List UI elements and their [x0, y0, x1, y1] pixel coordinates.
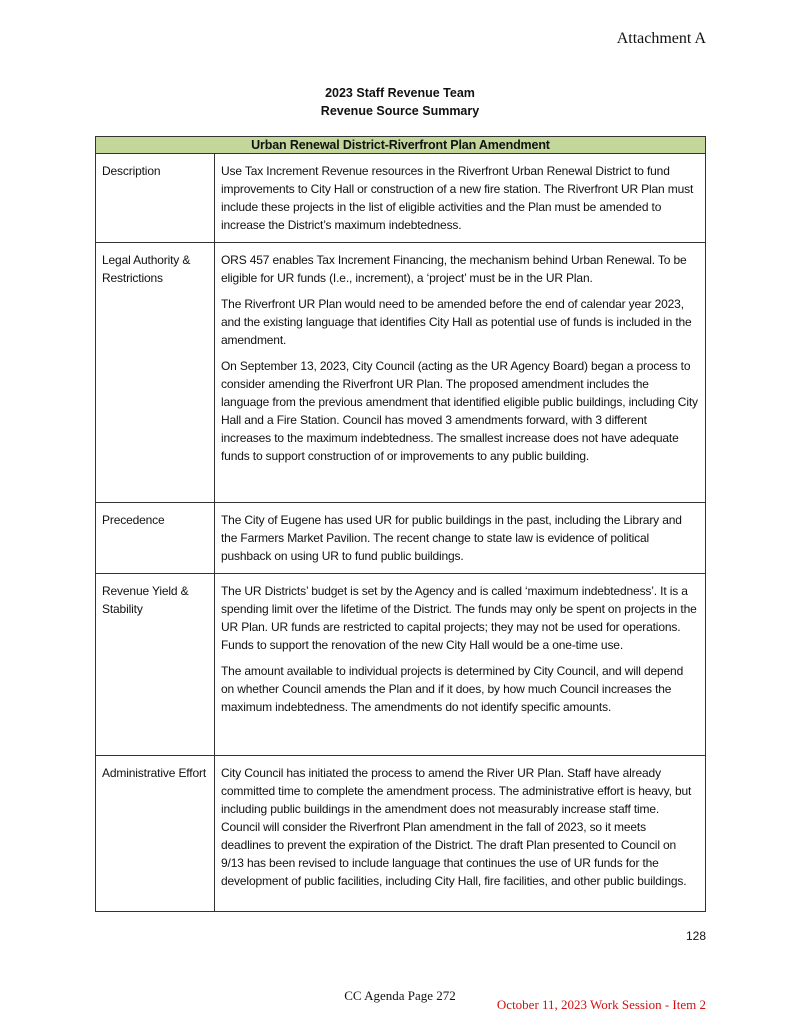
row-label: Legal Authority & Restrictions [96, 243, 215, 503]
work-session-label: October 11, 2023 Work Session - Item 2 [496, 997, 706, 1012]
row-label: Revenue Yield & Stability [96, 574, 215, 756]
agenda-page: CC Agenda Page 272 [344, 988, 456, 1003]
row-content [215, 503, 706, 574]
row-content [215, 154, 706, 243]
row-content [215, 243, 706, 503]
paragraph: Use Tax Increment Revenue resources in the Riverfront Urban Renewal District to fund improvements to City Hall or construction of a new fire station. The Riverfront UR Plan must include these projects in the list of eligible activities and the Plan must be amended to increase the District’s maximum indebtedness. [221, 164, 694, 232]
paragraph: The Riverfront UR Plan would need to be amended before the end of calendar year 2023, and the existing language that identifies City Hall as potential use of funds is included in the amendment. [221, 297, 692, 347]
revenue-summary-table [95, 136, 706, 912]
row-label: Administrative Effort [96, 756, 215, 912]
table-row [96, 503, 706, 574]
paragraph: The UR Districts’ budget is set by the Agency and is called ‘maximum indebtedness’. It is a spending limit over the lifetime of the District. The funds may only be spent on projects in the UR Plan. UR funds are restricted to capital projects; they may not be used for operations. Funds to support the renovation of the new City Hall would be a one-time use. [221, 584, 697, 652]
attachment-label: Attachment A [616, 30, 706, 47]
document-title [0, 84, 800, 120]
paragraph: The amount available to individual projects is determined by City Council, and will depend on whether Council amends the Plan and if it does, by how much Council increases the maximum indebtedness. The amendments do not identify specific amounts. [221, 664, 684, 714]
subtitle: Revenue Source Summary [320, 104, 480, 118]
table-header: Urban Renewal District-Riverfront Plan Amendment [96, 137, 706, 154]
paragraph: On September 13, 2023, City Council (acting as the UR Agency Board) began a process to consider amending the Riverfront UR Plan. The proposed amendment includes the language from the previous amendment that identified eligible public buildings, including City Hall and a Fire Station. Council has moved 3 amendments forward, with 3 different increases to the maximum indebtedness. The smallest increase does not have adequate funds to support construction of or improvements to any public building. [221, 359, 698, 463]
table-row [96, 574, 706, 756]
row-content [215, 574, 706, 756]
table-row [96, 756, 706, 912]
page-number: 128 [685, 929, 706, 943]
table-row [96, 243, 706, 503]
paragraph: ORS 457 enables Tax Increment Financing, the mechanism behind Urban Renewal. To be eligible for UR funds (I.e., increment), a ‘project’ must be in the UR Plan. [221, 253, 687, 285]
title: 2023 Staff Revenue Team [325, 86, 475, 100]
row-label: Precedence [96, 503, 215, 574]
table-row [96, 154, 706, 243]
row-label: Description [96, 154, 215, 243]
row-content [215, 756, 706, 912]
paragraph: City Council has initiated the process to amend the River UR Plan. Staff have already committed time to complete the amendment process. The administrative effort is heavy, but including public buildings in the amendment does not measurably increase staff time. Council will consider the Riverfront Plan amendment in the fall of 2023, so it meets deadlines to prevent the expiration of the District. The draft Plan presented to Council on 9/13 has been revised to include language that continues the use of UR funds for the development of public facilities, including City Hall, fire facilities, and other public buildings. [221, 766, 692, 888]
paragraph: The City of Eugene has used UR for public buildings in the past, including the Library and the Farmers Market Pavilion. The recent change to state law is evidence of political pushback on using UR to fund public buildings. [221, 513, 682, 563]
